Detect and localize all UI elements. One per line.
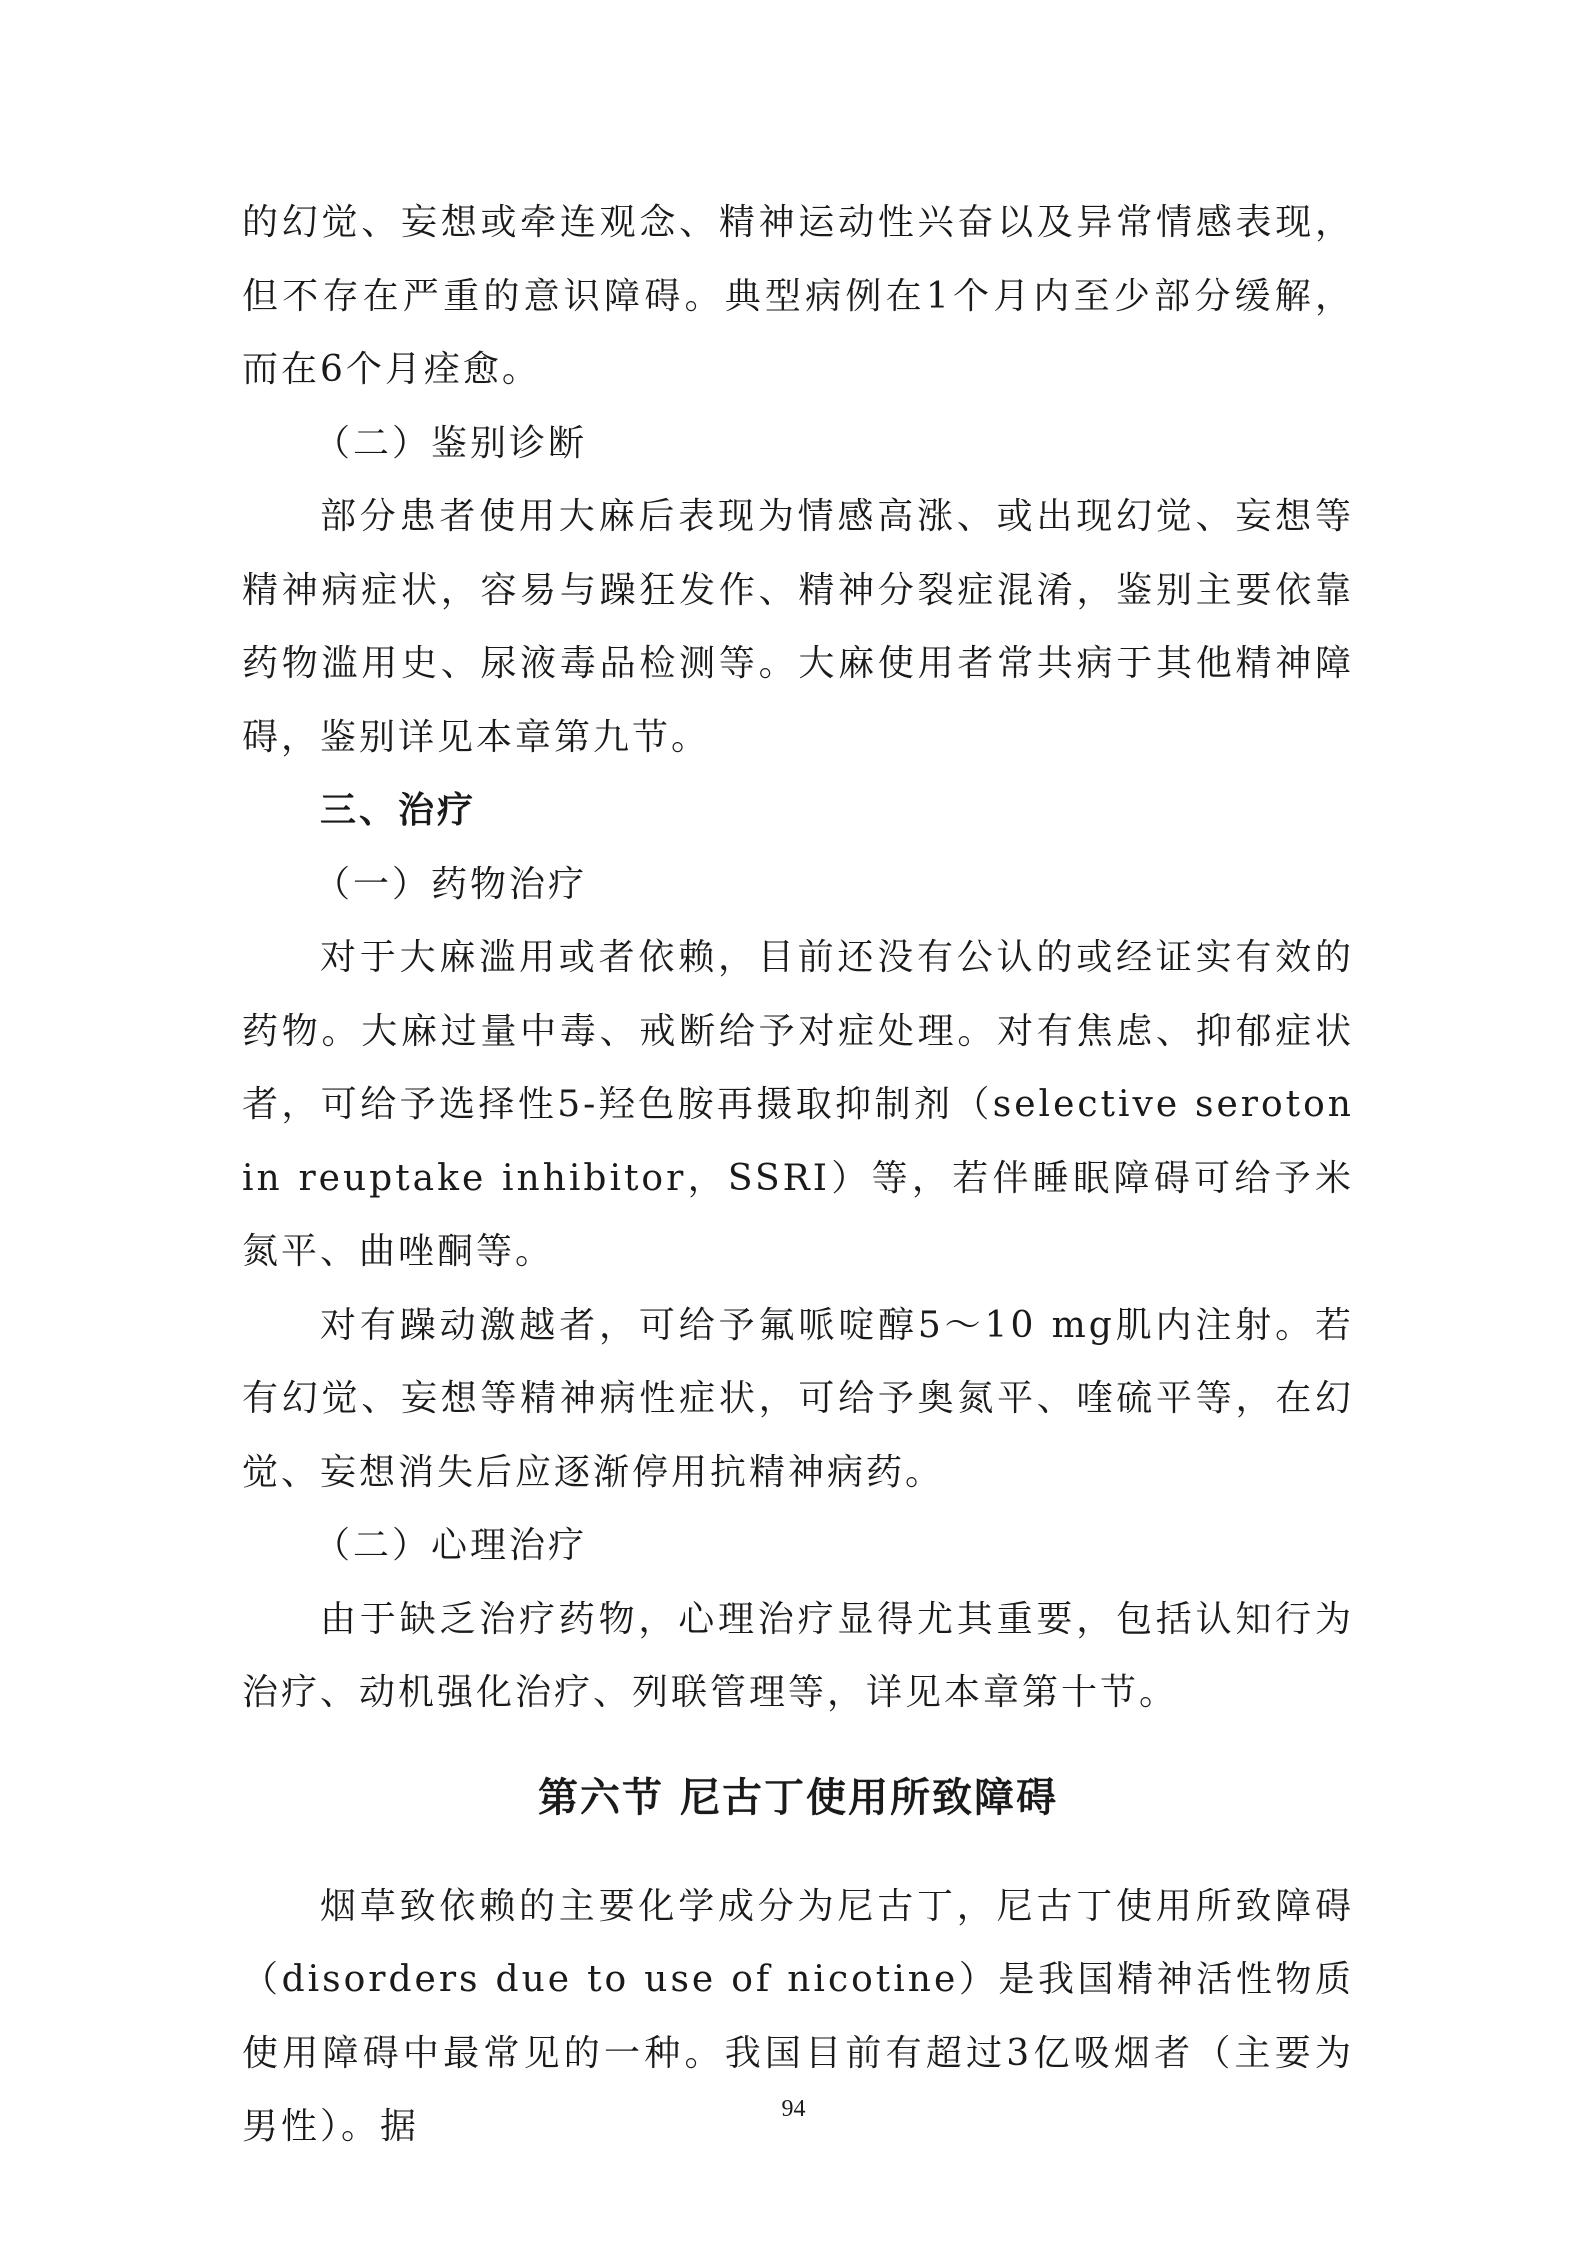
subheading-psychological-treatment: （二）心理治疗 — [314, 1525, 588, 1566]
paragraph-psychological-treatment: 由于缺乏治疗药物，心理治疗显得尤其重要，包括认知行为治疗、动机强化治疗、列联管理等，详见本章第十节。 — [242, 1598, 1354, 1713]
heading-treatment: 三、治疗 — [320, 790, 477, 831]
page-number: 94 — [781, 2096, 806, 2122]
paragraph-differential-diagnosis: 部分患者使用大麻后表现为情感高涨、或出现幻觉、妄想等精神病症状，容易与躁狂发作、精神分裂症混淆，鉴别主要依靠药物滥用史、尿液毒品检测等。大麻使用者常共病于其他精神障碍，鉴别详见本章第九节。 — [242, 496, 1354, 758]
subheading-differential-diagnosis: （二）鉴别诊断 — [314, 422, 588, 464]
subheading-drug-treatment: （一）药物治疗 — [314, 863, 588, 905]
paragraph-drug-treatment: 对于大麻滥用或者依赖，目前还没有公认的或经证实有效的药物。大麻过量中毒、戒断给予对症处理。对有焦虑、抑郁症状者，可给予选择性5-羟色胺再摄取抑制剂（selective serotonin reuptake inhibitor，SSRI）等，若伴睡眠障碍可给予米氮平、曲唑酮等。 — [242, 937, 1354, 1272]
section-title: 第六节 尼古丁使用所致障碍 — [538, 1774, 1058, 1821]
paragraph-diagnosis-continuation: 的幻觉、妄想或牵连观念、精神运动性兴奋以及异常情感表现，但不存在严重的意识障碍。典型病例在1个月内至少部分缓解，而在6个月痊愈。 — [242, 202, 1354, 390]
paragraph-agitation-treatment: 对有躁动激越者，可给予氟哌啶醇5～10 mg肌内注射。若有幻觉、妄想等精神病性症状，可给予奥氮平、喹硫平等，在幻觉、妄想消失后应逐渐停用抗精神病药。 — [242, 1304, 1354, 1493]
document-body — [242, 186, 1354, 2164]
paragraph-nicotine-intro: 烟草致依赖的主要化学成分为尼古丁，尼古丁使用所致障碍（disorders due to use of nicotine）是我国精神活性物质使用障碍中最常见的一种。我国目前有超过3亿吸烟者（主要为男性）。据 — [242, 1885, 1354, 2147]
